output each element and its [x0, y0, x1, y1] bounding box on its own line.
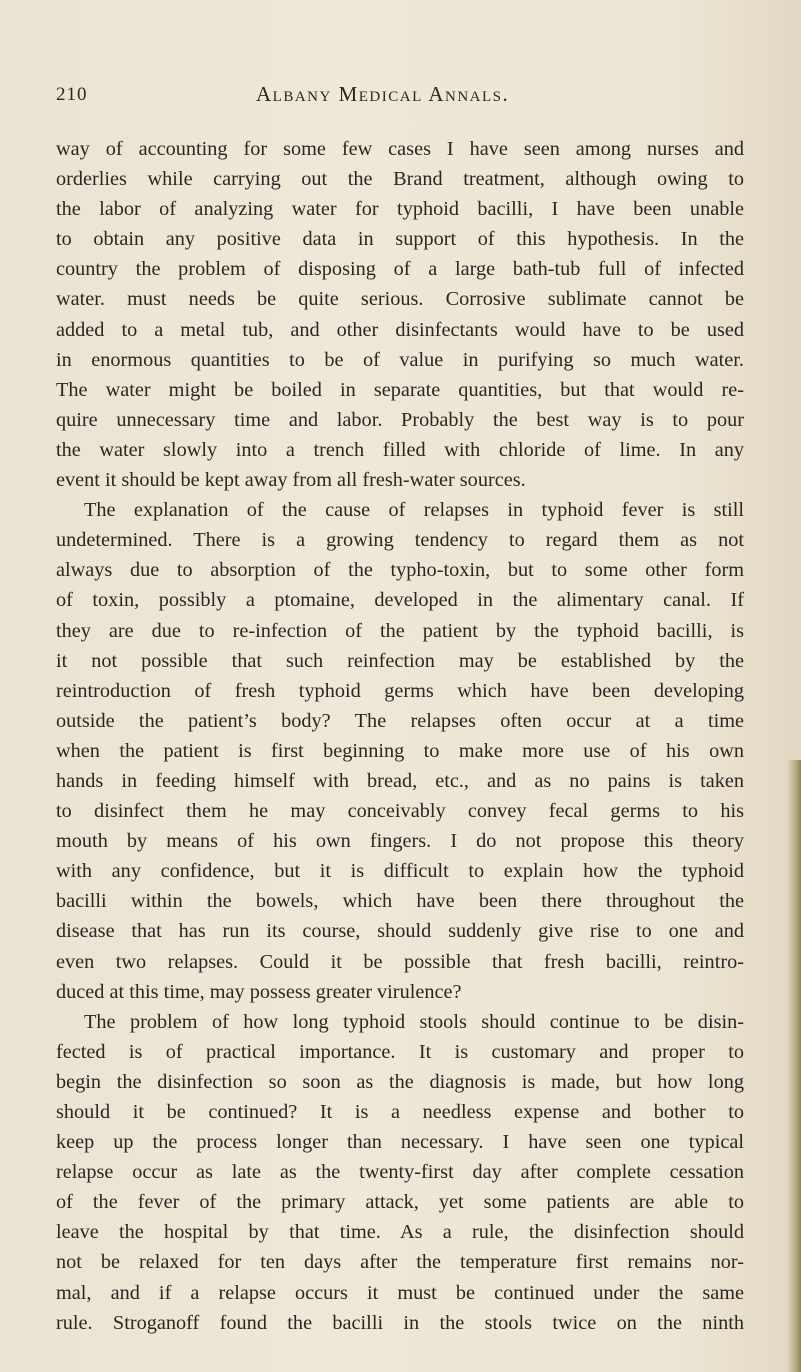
text-line: rule. Stroganoff found the bacilli in the stools twice on the ninth [56, 1311, 744, 1334]
text-line: outside the patient’s body? The relapses often occur at a time [56, 709, 744, 732]
text-line: country the problem of disposing of a large bath-tub full of infected [56, 258, 744, 281]
text-line: disease that has run its course, should suddenly give rise to one and [56, 920, 744, 943]
text-line: The problem of how long typhoid stools should continue to be disin- [84, 1010, 744, 1033]
text-line: they are due to re-infection of the patient by the typhoid bacilli, is [56, 619, 744, 642]
text-line: orderlies while carrying out the Brand treatment, although owing to [56, 168, 744, 191]
text-line: begin the disinfection so soon as the diagnosis is made, but how long [56, 1070, 744, 1093]
text-line: reintroduction of fresh typhoid germs which have been developing [56, 679, 744, 702]
text-line: mal, and if a relapse occurs it must be continued under the same [56, 1281, 744, 1304]
text-line: mouth by means of his own fingers. I do not propose this theory [56, 830, 744, 853]
text-line: event it should be kept away from all fresh-water sources. [56, 469, 526, 492]
text-line: of toxin, possibly a ptomaine, developed in the alimentary canal. If [56, 589, 744, 612]
text-line: relapse occur as late as the twenty-first day after complete cessation [56, 1161, 744, 1184]
text-line: when the patient is first beginning to make more use of his own [56, 739, 744, 762]
text-line: not be relaxed for ten days after the temperature first remains nor- [56, 1251, 744, 1274]
page-header [56, 84, 756, 118]
text-line: of the fever of the primary attack, yet some patients are able to [56, 1191, 744, 1214]
page-edge-shadow [787, 760, 801, 1372]
text-line: should it be continued? It is a needless expense and bother to [56, 1101, 744, 1123]
text-line: even two relapses. Could it be possible that fresh bacilli, reintro- [56, 950, 744, 973]
text-line: The water might be boiled in separate quantities, but that would re- [56, 378, 744, 401]
text-line: fected is of practical importance. It is customary and proper to [56, 1040, 744, 1063]
text-line: hands in feeding himself with bread, etc., and as no pains is taken [56, 769, 744, 792]
text-line: leave the hospital by that time. As a rule, the disinfection should [56, 1221, 744, 1244]
text-line: the water slowly into a trench filled with chloride of lime. In any [56, 438, 744, 461]
text-line: with any confidence, but it is difficult to explain how the typhoid [56, 860, 744, 883]
text-line: to obtain any positive data in support of this hypothesis. In the [56, 228, 744, 251]
text-line: always due to absorption of the typho-toxin, but to some other form [56, 559, 744, 582]
text-line: the labor of analyzing water for typhoid bacilli, I have been unable [56, 198, 744, 221]
text-line: The explanation of the cause of relapses in typhoid fever is still [84, 499, 744, 522]
body-text [56, 134, 744, 1338]
text-line: it not possible that such reinfection may be established by the [56, 649, 744, 672]
page-number: 210 [56, 84, 88, 105]
text-line: undetermined. There is a growing tendency to regard them as not [56, 529, 744, 552]
text-line: duced at this time, may possess greater virulence? [56, 980, 462, 1003]
text-line: way of accounting for some few cases I have seen among nurses and [56, 138, 744, 160]
running-title: Albany Medical Annals. [256, 82, 510, 106]
text-line: keep up the process longer than necessary. I have seen one typical [56, 1131, 744, 1154]
text-line: bacilli within the bowels, which have been there throughout the [56, 890, 744, 913]
text-line: added to a metal tub, and other disinfectants would have to be used [56, 318, 744, 341]
text-line: water. must needs be quite serious. Corrosive sublimate cannot be [56, 288, 744, 311]
text-line: to disinfect them he may conceivably convey fecal germs to his [56, 800, 744, 823]
text-line: in enormous quantities to be of value in purifying so much water. [56, 348, 744, 371]
text-line: quire unnecessary time and labor. Probably the best way is to pour [56, 408, 744, 431]
